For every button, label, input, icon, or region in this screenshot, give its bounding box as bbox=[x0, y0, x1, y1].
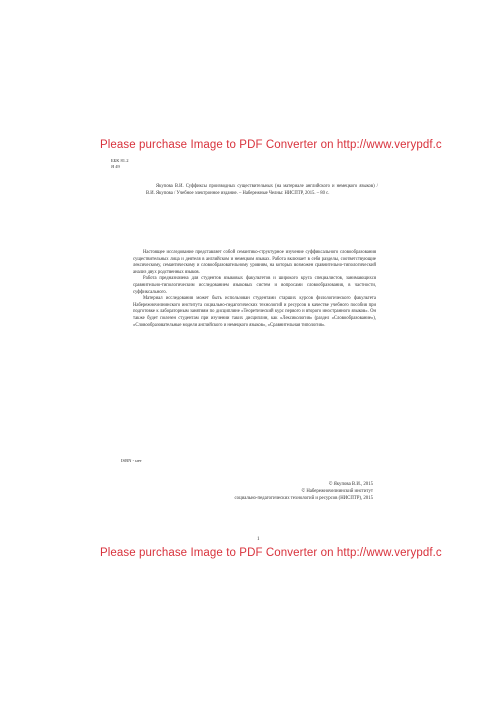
abstract-paragraph: Работа предназначена для студентов языковых факультетов и широкого круга специалистов, занимающихся сравнительно-типологическим исследованием языковых систем и вопросами словообразования, в частности, суффиксального. bbox=[133, 276, 376, 295]
copyright-institute-full: социально-педагогических технологий и ресурсов (НИСПТР), 2015 bbox=[234, 496, 373, 501]
abstract bbox=[133, 250, 376, 329]
page-number: 1 bbox=[257, 537, 260, 542]
author-mark: Я 49 bbox=[111, 164, 120, 169]
classification-codes bbox=[111, 158, 129, 170]
bibliographic-citation: Якупова В.И. Суффиксы производных существительных (на материале английского и немецкого языков) / В.И. Якупова / Учебное электронное издание. – Набережные Челны: НИСПТР, 2015. – 80 с. bbox=[146, 184, 378, 196]
bbk-code: ББК 81.2 bbox=[111, 158, 129, 163]
abstract-paragraph: Материал исследования может быть использован студентами старших курсов филологического факультета Набережночелнинского института социально-педагогических технологий и ресурсов в качестве учебного пособия при подготовке к лабораторным занятиям по дисциплине «Теоретический курс первого и второго иностранного языков». Он также будет полезен студентам при изучении таких дисциплин, как «Лексикология» (раздел «Словообразование»), «Словообразовательные модели английского и немецкого языков», «Сравнительная типология». bbox=[133, 296, 376, 328]
copyright-block bbox=[235, 481, 373, 502]
isbn-line: ISBN - нет bbox=[121, 458, 142, 463]
copyright-institute: © Набережночелнинский институт bbox=[301, 489, 373, 494]
copyright-author: © Якупова В.И., 2015 bbox=[328, 482, 373, 487]
watermark-bottom: Please purchase Image to PDF Converter on http://www.verypdf.c bbox=[100, 547, 442, 559]
watermark-top: Please purchase Image to PDF Converter on http://www.verypdf.c bbox=[100, 139, 442, 151]
abstract-paragraph: Настоящее исследование представляет собой семантико-структурное изучение суффиксального словообразования существительных лица и деятеля в английском и немецком языках. Работа включает в себя разделы, соответствующие лексическому, семантическому и словообразовательному уровням, на которых возможен сравнительно-типологический анализ двух родственных языков. bbox=[133, 250, 376, 275]
